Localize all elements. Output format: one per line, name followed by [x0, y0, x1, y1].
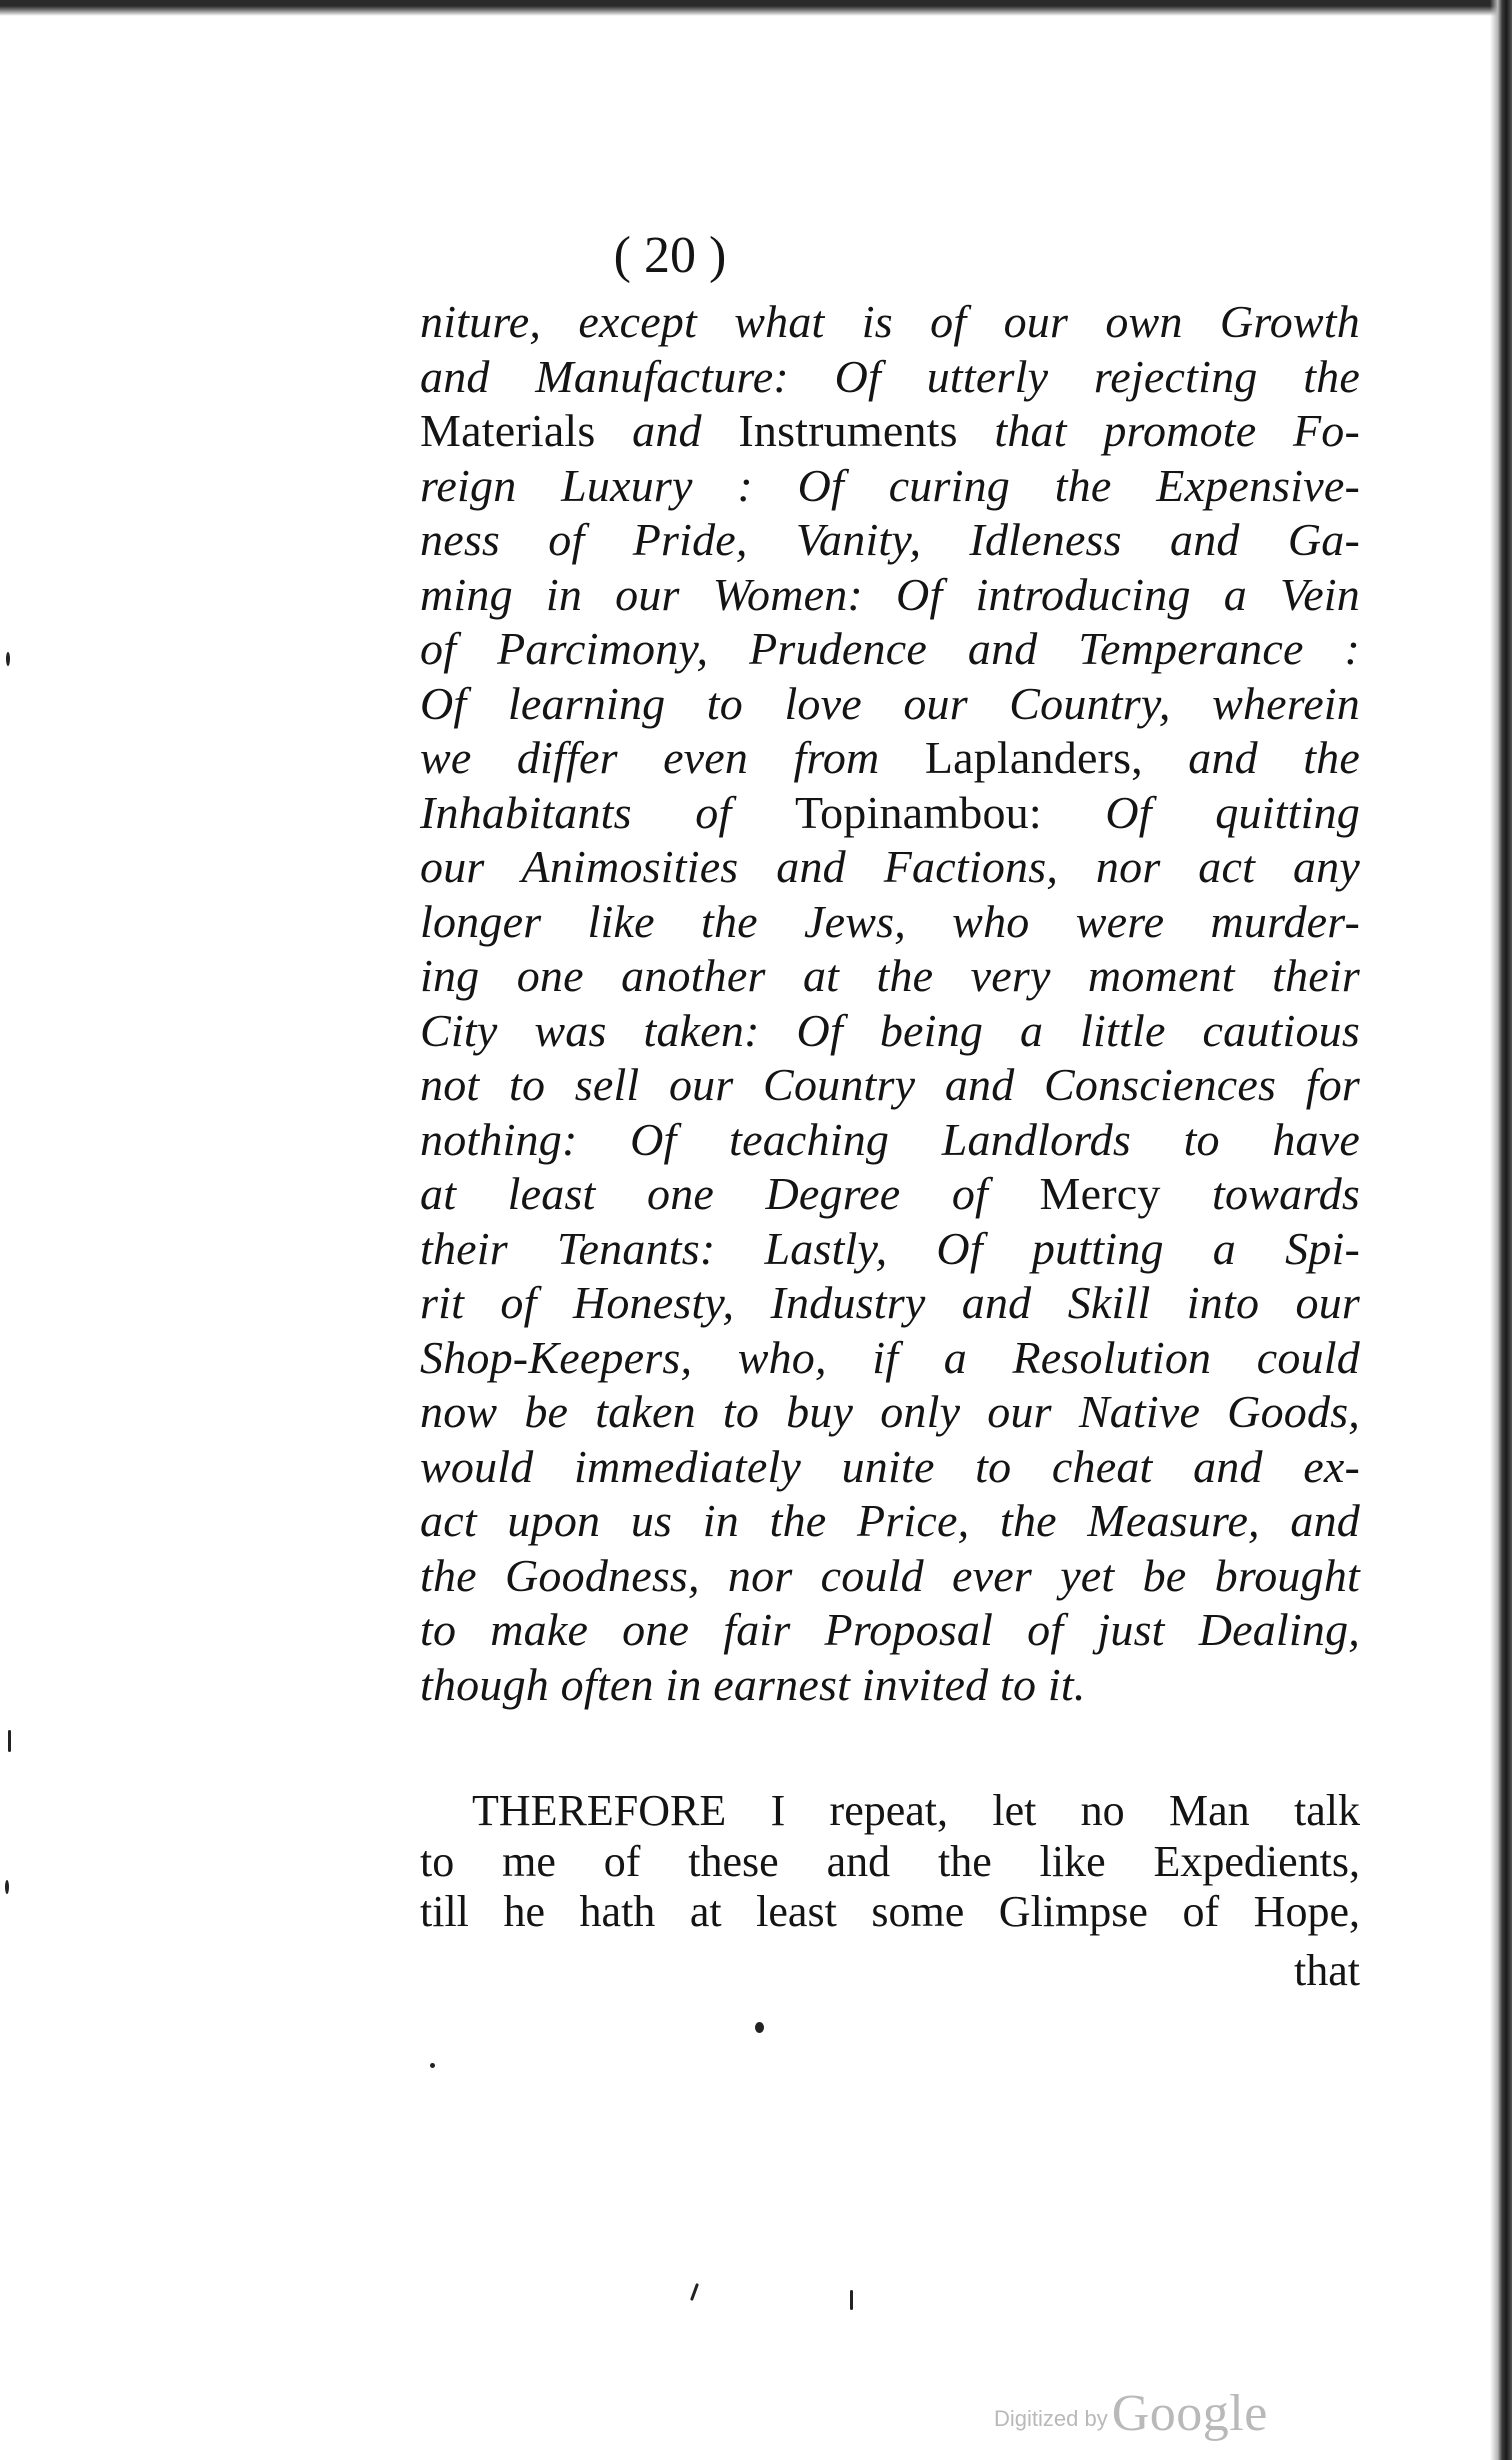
ink-speck	[850, 2290, 853, 2310]
watermark-prefix: Digitized by	[994, 2406, 1108, 2431]
digitized-by-google-watermark	[994, 2384, 1268, 2443]
italic-word: at least one Degree of	[420, 1168, 1040, 1219]
text-line: of Parcimony, Prudence and Temperance :	[420, 623, 1360, 674]
text-line: niture, except what is of our own Growth	[420, 296, 1360, 347]
italic-word: that promote Fo-	[957, 405, 1361, 456]
ink-speck	[8, 1730, 11, 1752]
italic-word: Of quitting	[1041, 786, 1360, 838]
text-line: longer like the Jews, who were murder-	[420, 895, 1360, 947]
italic-word: Inhabitants of	[420, 786, 795, 838]
roman-word: Mercy	[1039, 1168, 1161, 1219]
text-line: and Manufacture: Of utterly rejecting the	[420, 350, 1360, 402]
italic-word: towards	[1160, 1168, 1360, 1219]
italic-word: and the	[1142, 732, 1360, 783]
roman-word: Laplanders,	[924, 732, 1143, 783]
italic-word: we differ even from	[420, 732, 925, 783]
text-line: their Tenants: Lastly, Of putting a Spi-	[420, 1222, 1360, 1274]
ink-speck	[6, 652, 10, 666]
text-line: to make one fair Proposal of just Dealing,	[420, 1604, 1360, 1655]
roman-word: Instruments	[738, 405, 958, 456]
italic-word: and	[595, 405, 739, 456]
text-line: act upon us in the Price, the Measure, and	[420, 1495, 1360, 1546]
text-line: Shop-Keepers, who, if a Resolution could	[420, 1331, 1360, 1383]
text-line: though often in earnest invited to it.	[420, 1658, 1086, 1710]
text-line	[420, 731, 1360, 786]
roman-paragraph	[420, 1786, 1360, 1938]
text-line: ming in our Women: Of introducing a Vein	[420, 568, 1360, 620]
roman-word: Materials	[420, 405, 596, 456]
text-line: ness of Pride, Vanity, Idleness and Ga-	[420, 514, 1360, 565]
ink-speck	[5, 1880, 9, 1894]
page-edge-right	[1490, 0, 1512, 2460]
catchword: that	[1294, 1946, 1360, 1995]
page-edge-top	[0, 0, 1512, 16]
text-line: not to sell our Country and Consciences for	[420, 1059, 1360, 1110]
text-line: to me of these and the like Expedients,	[420, 1836, 1360, 1886]
text-line	[420, 786, 1360, 841]
text-line: ing one another at the very moment their	[420, 950, 1360, 1001]
text-line: our Animosities and Factions, nor act any	[420, 841, 1360, 892]
text-line: now be taken to buy only our Native Goods,	[420, 1386, 1360, 1437]
ink-speck	[755, 2022, 764, 2033]
text-line	[420, 1167, 1360, 1222]
text-line: reign Luxury : Of curing the Expensive-	[420, 459, 1360, 511]
text-line: rit of Honesty, Industry and Skill into our	[420, 1277, 1360, 1328]
ink-speck	[690, 2283, 699, 2301]
text-line: THEREFORE I repeat, let no Man talk	[472, 1786, 1360, 1835]
google-logo: Google	[1111, 2385, 1268, 2442]
text-line: City was taken: Of being a little cautious	[420, 1004, 1360, 1056]
ink-speck	[430, 2063, 435, 2068]
text-line: Of learning to love our Country, wherein	[420, 677, 1360, 729]
roman-word: Topinambou:	[794, 786, 1042, 838]
text-line: would immediately unite to cheat and ex-	[420, 1440, 1360, 1492]
page-number: ( 20 )	[613, 227, 727, 284]
text-line	[420, 404, 1360, 459]
text-line: the Goodness, nor could ever yet be brought	[420, 1549, 1360, 1601]
text-line: nothing: Of teaching Landlords to have	[420, 1113, 1360, 1165]
italic-paragraph	[420, 295, 1360, 1712]
text-line: till he hath at least some Glimpse of Hope,	[420, 1887, 1360, 1936]
